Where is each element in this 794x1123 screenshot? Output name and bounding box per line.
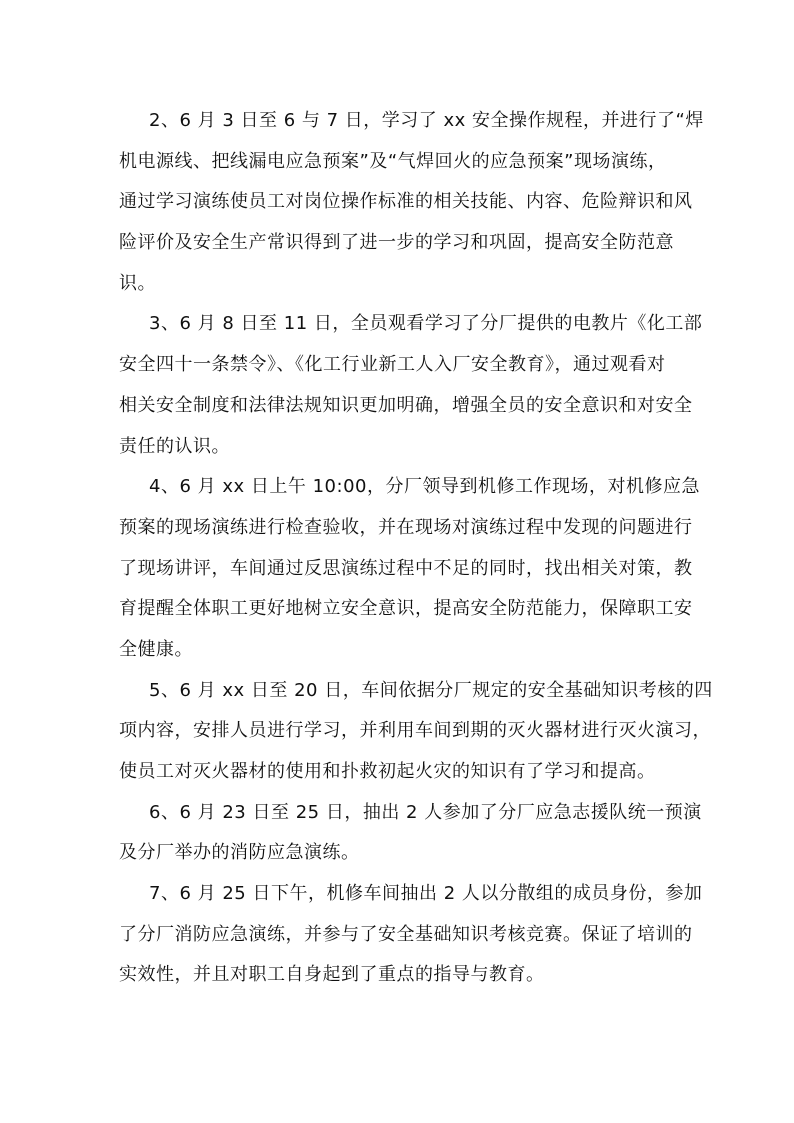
text-line: 3、6 月 8 日至 11 日，全员观看学习了分厂提供的电教片《化工部: [149, 313, 703, 335]
paragraph-item-2: [119, 101, 704, 304]
text-line: 通过学习演练使员工对岗位操作标准的相关技能、内容、危险辩识和风: [119, 191, 693, 213]
text-line: 2、6 月 3 日至 6 与 7 日，学习了 xx 安全操作规程，并进行了“焊: [149, 110, 704, 131]
document-body: [119, 101, 713, 996]
paragraph-item-3: [119, 304, 703, 467]
text-line: 使员工对灭火器材的使用和扑救初起火灾的知识有了学习和提高。: [119, 761, 656, 782]
text-line: 相关安全制度和法律法规知识更加明确，增强全员的安全意识和对安全: [119, 394, 693, 416]
text-line: 识。: [119, 272, 156, 294]
text-line: 实效性，并且对职工自身起到了重点的指导与教育。: [119, 964, 545, 986]
text-line: 了分厂消防应急演练，并参与了安全基础知识考核竞赛。保证了培训的: [119, 923, 693, 945]
text-line: 责任的认识。: [119, 435, 230, 457]
text-line: 预案的现场演练进行检查验收，并在现场对演练过程中发现的问题进行: [119, 516, 693, 538]
text-line: 了现场讲评，车间通过反思演练过程中不足的同时，找出相关对策，教: [119, 557, 693, 579]
paragraph-item-7: [119, 874, 703, 996]
paragraph-item-4: [119, 467, 700, 670]
text-line: 机电源线、把线漏电应急预案”及“气焊回火的应急预案”现场演练，: [119, 150, 667, 172]
text-line: 5、6 月 xx 日至 20 日，车间依据分厂规定的安全基础知识考核的四: [149, 679, 713, 701]
text-line: 险评价及安全生产常识得到了进一步的学习和巩固，提高安全防范意: [119, 232, 674, 254]
text-line: 4、6 月 xx 日上午 10:00，分厂领导到机修工作现场，对机修应急: [149, 476, 700, 498]
text-line: 育提醒全体职工更好地树立安全意识，提高安全防范能力，保障职工安: [119, 598, 693, 620]
text-line: 全健康。: [119, 638, 193, 660]
text-line: 项内容，安排人员进行学习，并利用车间到期的灭火器材进行灭火演习，: [119, 720, 711, 742]
text-line: 及分厂举办的消防应急演练。: [119, 842, 360, 864]
text-line: 7、6 月 25 日下午，机修车间抽出 2 人以分散组的成员身份，参加: [149, 883, 703, 905]
paragraph-item-6: [119, 793, 702, 874]
text-line: 安全四十一条禁令》、《化工行业新工人入厂安全教育》，通过观看对: [119, 354, 666, 376]
paragraph-item-5: [119, 671, 713, 793]
text-line: 6、6 月 23 日至 25 日，抽出 2 人参加了分厂应急志援队统一预演: [149, 801, 702, 823]
